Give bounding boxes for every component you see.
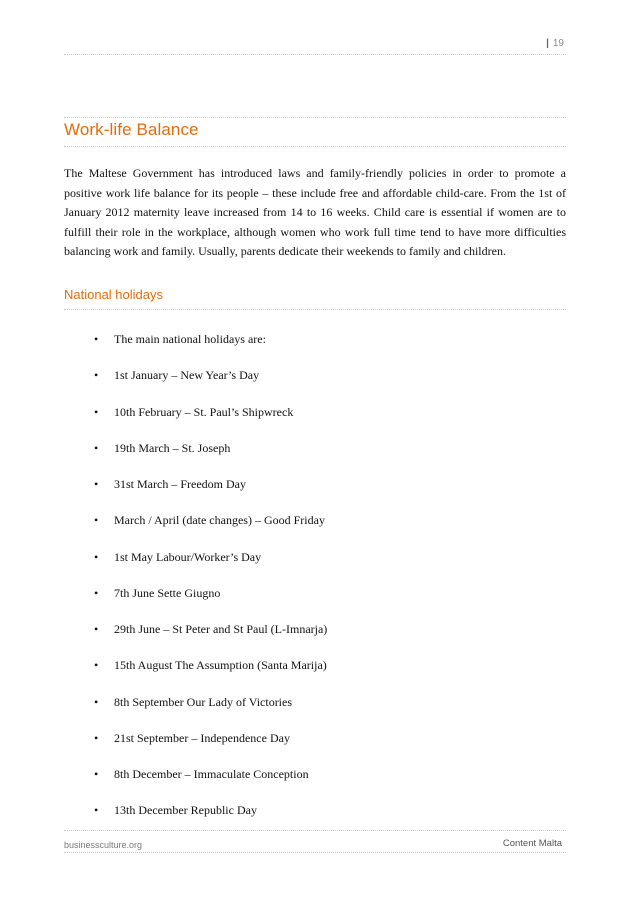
bullet-icon: • [94,730,99,745]
bullet-icon: • [94,622,99,636]
title-top-divider [64,117,566,118]
list-item [64,765,544,801]
list-item [64,620,544,656]
list-item [64,475,544,511]
list-item-text: 1st May Labour/Worker’s Day [114,549,262,564]
bullet-icon: • [94,440,99,455]
bullet-icon: • [94,694,99,709]
footer-site: businessculture.org [64,840,143,850]
list-item [64,511,544,547]
section-title: Work-life Balance [64,120,199,139]
list-item-text: March / April (date changes) – Good Friday [114,513,325,528]
list-item-text: 1st January – New Year’s Day [114,368,260,383]
list-item [64,584,544,620]
list-item-text: 13th December Republic Day [114,803,257,818]
footer-top-divider [64,830,566,831]
body-paragraph [64,164,566,262]
list-item [64,439,544,475]
bullet-icon: • [94,404,99,419]
list-item [64,801,544,837]
bullet-icon: • [94,803,99,818]
header-divider [64,54,566,55]
bullet-icon: • [94,477,99,491]
title-bottom-divider [64,146,566,147]
list-item-text: 29th June – St Peter and St Paul (L-Imnarja) [114,622,328,636]
list-item [64,656,544,692]
page-number-separator: | [546,38,549,49]
list-item-text: 8th December – Immaculate Conception [114,767,309,781]
bullet-icon: • [94,585,99,600]
bullet-icon: • [94,767,99,781]
list-item-text: 21st September – Independence Day [114,730,290,745]
list-item-text: 8th September Our Lady of Victories [114,694,293,709]
list-item [64,403,544,439]
bullet-icon: • [94,332,99,346]
paragraph-text: The Maltese Government has introduced laws and family-friendly policies in order to promote a positive work life balance for its people – these include free and affordable child-care. From the 1st of January 2012 maternity leave increased from 14 to 16 weeks. Child care is essential if women are to fulfill their role in the workplace, although women who work full time tend to have more difficulties balancing work and family. Usually, parents dedicate their weekends to family and children. [64,166,566,258]
list-item [64,330,544,366]
list-item-text: 10th February – St. Paul’s Shipwreck [114,404,294,419]
footer-section: Content Malta [502,838,562,849]
page-number [546,38,564,49]
holiday-list [64,330,544,838]
list-item-text: 7th June Sette Giugno [114,585,221,600]
list-item-text: 19th March – St. Joseph [114,440,231,455]
list-item [64,548,544,584]
list-item [64,693,544,729]
list-item-text: The main national holidays are: [114,332,266,346]
bullet-icon: • [94,513,99,528]
subsection-divider [64,309,566,310]
list-item-text: 31st March – Freedom Day [114,477,246,491]
list-item-text: 15th August The Assumption (Santa Marija) [114,658,327,673]
list-item [64,729,544,765]
list-item [64,366,544,402]
bullet-icon: • [94,658,99,673]
bullet-icon: • [94,549,99,564]
page-number-value: 19 [552,38,564,49]
subsection-title: National holidays [64,287,164,302]
footer-bottom-divider [64,852,566,853]
bullet-icon: • [94,368,99,383]
